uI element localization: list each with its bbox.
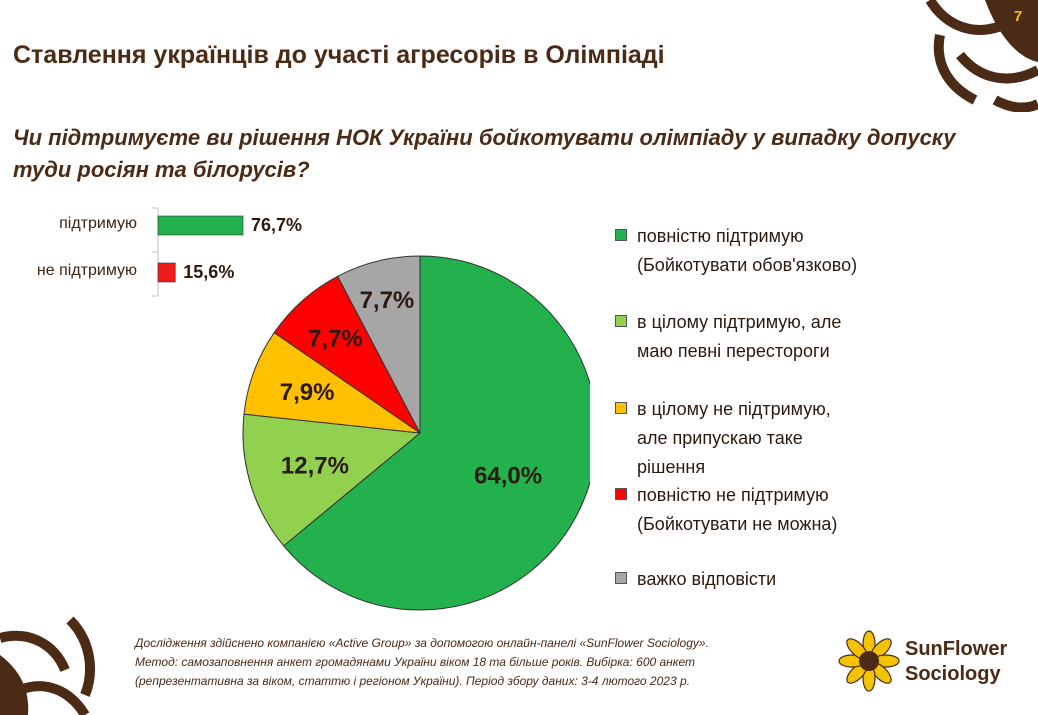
logo-text-line2: Sociology	[905, 663, 1001, 685]
summary-value-not-support: 15,6%	[183, 262, 235, 282]
summary-value-support: 76,7%	[251, 215, 303, 235]
pie-data-label: 7,7%	[308, 325, 363, 353]
footer-line: Метод: самозаповнення анкет громадянами України віком 18 та більше років. Вибірка: 600 анкет	[135, 655, 695, 669]
footer-line: Дослідження здійснено компанією «Active Group» за допомогою онлайн-панелі «SunFlower Sociology».	[135, 636, 709, 650]
legend-swatch	[615, 229, 627, 241]
legend-swatch	[615, 402, 627, 414]
summary-bar-support	[158, 216, 243, 235]
sunflower-decoration-bottom-left	[0, 610, 110, 715]
legend-swatch	[615, 315, 627, 327]
legend-swatch	[615, 572, 627, 584]
summary-label-support: підтримую	[59, 215, 137, 232]
methodology-note	[135, 634, 795, 691]
footer-line: (репрезентативна за віком, статтю і регіоном України). Період збору даних: 3-4 лютого 2023 р.	[135, 674, 690, 688]
legend-swatch	[615, 488, 627, 500]
summary-label-not-support: не підтримую	[36, 262, 137, 279]
slide-number: 7	[1013, 8, 1023, 25]
pie-chart	[240, 255, 590, 615]
pie-data-label: 12,7%	[280, 452, 349, 480]
pie-data-label: 64,0%	[474, 462, 543, 490]
summary-bar-not-support	[158, 263, 175, 282]
logo-text-line1: SunFlower	[905, 638, 1008, 660]
sunflower-logo-icon	[838, 628, 900, 694]
pie-data-label: 7,7%	[359, 286, 415, 314]
page-title: Ставлення українців до участі агресорів в Олімпіаді	[13, 41, 665, 69]
pie-data-label: 7,9%	[279, 379, 335, 407]
sunflower-sociology-logo	[838, 628, 1028, 698]
survey-question: Чи підтримуєте ви рішення НОК України бойкотувати олімпіаду у випадку допуску туди росіян та білорусів?	[13, 125, 956, 182]
